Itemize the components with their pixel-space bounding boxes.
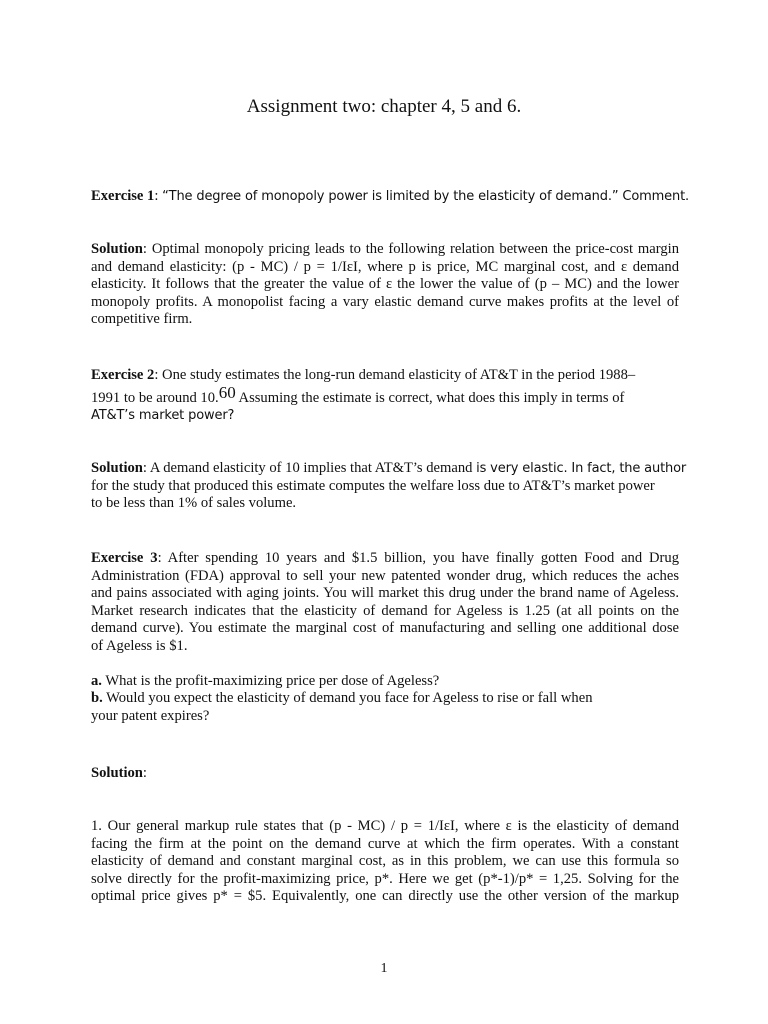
solution-1-label: Solution bbox=[91, 241, 143, 257]
exercise-3 bbox=[91, 550, 679, 725]
solution-3 bbox=[91, 818, 679, 906]
exercise-3-line: Market research indicates that the elasticity of demand for Ageless is 1.25 (at all points on the bbox=[91, 602, 679, 619]
exercise-1 bbox=[91, 188, 690, 206]
solution-1-line: elasticity. It follows that the greater the value of ε the lower the value of (p – MC) and the lower bbox=[91, 276, 679, 293]
solution-3-label: Solution bbox=[91, 765, 143, 781]
exercise-3-line: and pains associated with aging joints. You will market this drug under the brand name of Ageless. bbox=[91, 585, 679, 602]
solution-1-line: : Optimal monopoly pricing leads to the following relation between the price-cost margin bbox=[142, 241, 679, 257]
question-b-label: b. bbox=[91, 690, 103, 707]
question-b-text: Would you expect the elasticity of demand you face for Ageless to rise or fall when bbox=[102, 690, 593, 707]
exercise-3-line: Administration (FDA) approval to sell your new patented wonder drug, which reduces the aches bbox=[91, 567, 679, 584]
footnote-ref: 60 bbox=[218, 382, 236, 402]
exercise-2-label: Exercise 2 bbox=[91, 367, 155, 383]
solution-3-line: facing the firm at the point on the demand curve at which the firm operates. With a constant bbox=[91, 835, 679, 852]
exercise-1-text: “The degree of monopoly power is limited by the elasticity of demand.” Comment. bbox=[162, 189, 690, 204]
exercise-2-line: : One study estimates the long-run demand elasticity of AT&T in the period 1988– bbox=[154, 367, 636, 383]
solution-2-line: for the study that produced this estimate computes the welfare loss due to AT&T’s market power bbox=[91, 477, 655, 494]
exercise-2-line: AT&T’s market power? bbox=[91, 408, 235, 424]
exercise-3-line: : After spending 10 years and $1.5 billion, you have finally gotten Food and Drug bbox=[157, 550, 679, 566]
page-title: Assignment two: chapter 4, 5 and 6. bbox=[246, 96, 522, 117]
solution-1-line: monopoly profits. A monopolist facing a vary elastic demand curve makes profits at the level of bbox=[91, 293, 679, 310]
solution-3-line: solve directly for the profit-maximizing price, p*. Here we get (p*-1)/p* = 1,25. Solving for the bbox=[91, 870, 679, 887]
question-b-text: your patent expires? bbox=[91, 707, 210, 724]
solution-2-label: Solution bbox=[91, 460, 143, 476]
exercise-3-line: demand curve). You estimate the marginal cost of manufacturing and selling one additional dose bbox=[91, 620, 679, 637]
solution-3-heading bbox=[91, 765, 679, 783]
solution-3-line: elasticity of demand and constant marginal cost, as in this problem, we can use this formula so bbox=[91, 853, 679, 870]
solution-2-line: is very elastic. In fact, the author bbox=[476, 461, 687, 476]
solution-2-line: : A demand elasticity of 10 implies that AT&T’s demand bbox=[142, 460, 477, 476]
exercise-2-line: 1991 to be around 10. bbox=[91, 389, 219, 406]
solution-3-colon: : bbox=[142, 765, 147, 781]
exercise-2 bbox=[91, 367, 679, 425]
page-number: 1 bbox=[380, 961, 388, 976]
exercise-1-label: Exercise 1 bbox=[91, 188, 155, 204]
solution-2-line: to be less than 1% of sales volume. bbox=[91, 495, 297, 512]
solution-1-line: competitive firm. bbox=[91, 311, 193, 328]
solution-3-line: 1. Our general markup rule states that (p - MC) / p = 1/IεI, where ε is the elasticity of demand bbox=[91, 818, 679, 834]
solution-1-line: and demand elasticity: (p - MC) / p = 1/IεI, where p is price, MC marginal cost, and ε demand bbox=[91, 258, 679, 275]
question-a-text: What is the profit-maximizing price per dose of Ageless? bbox=[101, 672, 440, 689]
exercise-3-label: Exercise 3 bbox=[91, 550, 158, 566]
exercise-1-sep: : bbox=[154, 188, 163, 204]
exercise-3-line: of Ageless is $1. bbox=[91, 637, 188, 654]
solution-2 bbox=[91, 460, 687, 513]
solution-1 bbox=[91, 241, 679, 329]
question-a-label: a. bbox=[91, 672, 102, 689]
solution-3-line: optimal price gives p* = $5. Equivalently, one can directly use the other version of the markup bbox=[91, 888, 679, 905]
exercise-2-line: Assuming the estimate is correct, what does this imply in terms of bbox=[235, 389, 625, 406]
